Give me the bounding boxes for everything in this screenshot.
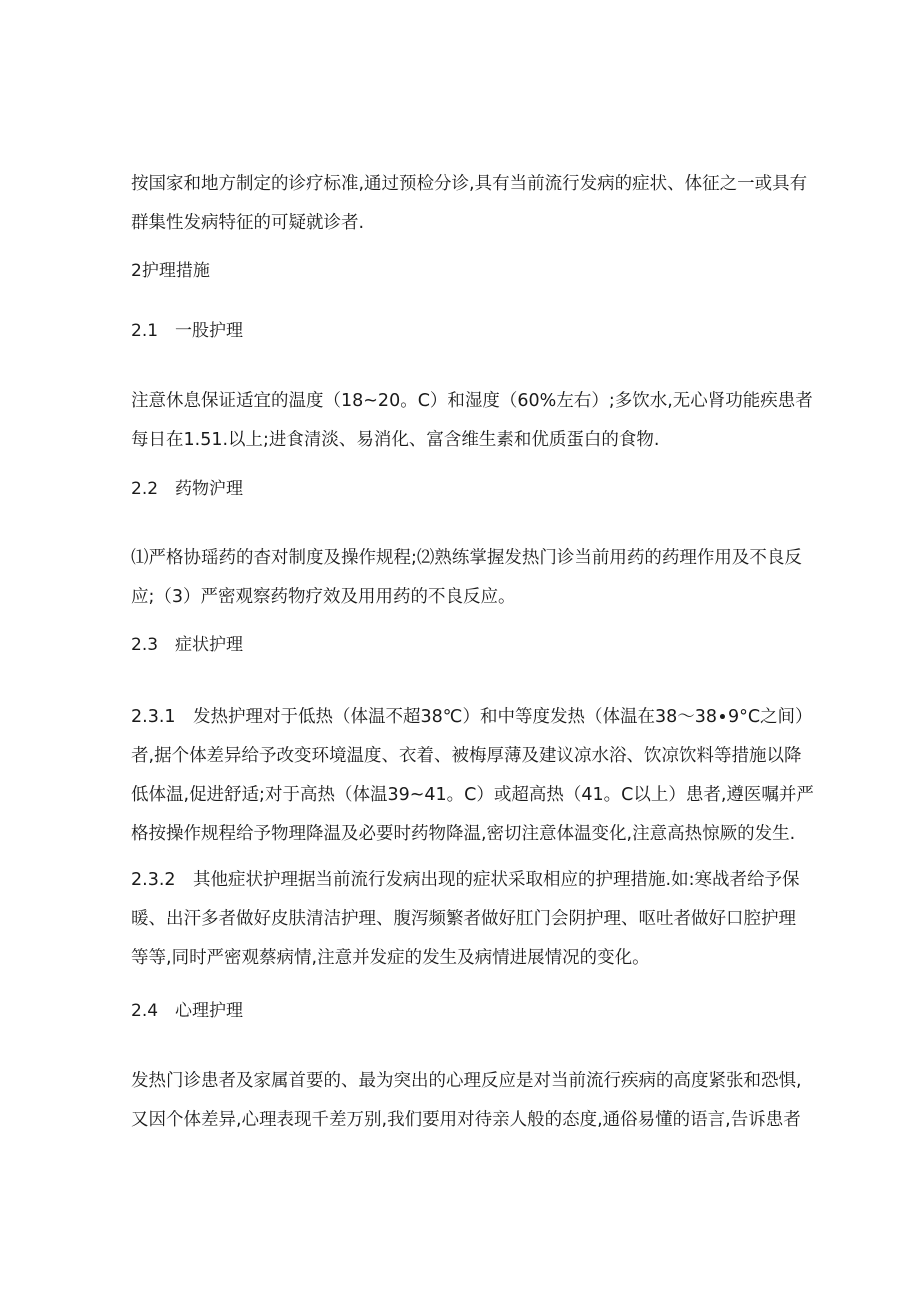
section-heading-2-1: 2.1 一股护理: [131, 321, 244, 341]
other-symptom-line-2: 暖、出汗多者做好皮肤清洁护理、腹泻频繁者做好肛门会阴护理、呕吐者做好口腔护理: [131, 909, 796, 929]
fever-care-line-2: 者,据个体差异给予改变环境温度、衣着、被梅厚薄及建议凉水浴、饮凉饮料等措施以降: [131, 746, 802, 766]
section-heading-2-3: 2.3 症状护理: [131, 635, 244, 655]
drug-care-line-2: 应;（3）严密观察药物疗效及用用药的不良反应。: [131, 587, 516, 607]
psych-care-line-1: 发热门诊患者及家属首要的、最为突出的心理反应是对当前流行疾病的高度紧张和恐惧,: [131, 1071, 802, 1091]
other-symptom-line-1: 2.3.2 其他症状护理据当前流行发病出现的症状采取相应的护理措施.如:寒战者给予保: [131, 870, 800, 890]
intro-line-2: 群集性发病特征的可疑就诊者.: [131, 213, 365, 233]
fever-care-line-1: 2.3.1 发热护理对于低热（体温不超38℃）和中等度发热（体温在38～38∙9°C之间）: [131, 707, 813, 727]
general-care-line-1: 注意休息保证适宜的温度（18~20。C）和湿度（60%左右）;多饮水,无心肾功能疾患者: [131, 391, 813, 411]
intro-line-1: 按国家和地方制定的诊疗标准,通过预检分诊,具有当前流行发病的症状、体征之一或具有: [131, 174, 808, 194]
psych-care-line-2: 又因个体差异,心理表现千差万别,我们要用对待亲人般的态度,通俗易懂的语言,告诉患者: [131, 1110, 801, 1130]
fever-care-line-4: 格按操作规程给予物理降温及必要时药物降温,密切注意体温变化,注意高热惊厥的发生.: [131, 824, 796, 844]
general-care-line-2: 每日在1.51.以上;进食清淡、易消化、富含维生素和优质蛋白的食物.: [131, 430, 660, 450]
section-heading-2-2: 2.2 药物沪理: [131, 479, 244, 499]
section-heading-2-4: 2.4 心理护理: [131, 1001, 244, 1021]
other-symptom-line-3: 等等,同时严密观蔡病情,注意并发症的发生及病情进展情况的变化。: [131, 948, 650, 968]
fever-care-line-3: 低体温,促进舒适;对于高热（体温39~41。C）或超高热（41。C以上）患者,遵医嘱并严: [131, 785, 814, 805]
section-heading-2: 2护理措施: [131, 261, 210, 281]
drug-care-line-1: ⑴严格协瑶药的杳对制度及操作规程;⑵熟练掌握发热门诊当前用药的药理作用及不良反: [131, 548, 802, 568]
